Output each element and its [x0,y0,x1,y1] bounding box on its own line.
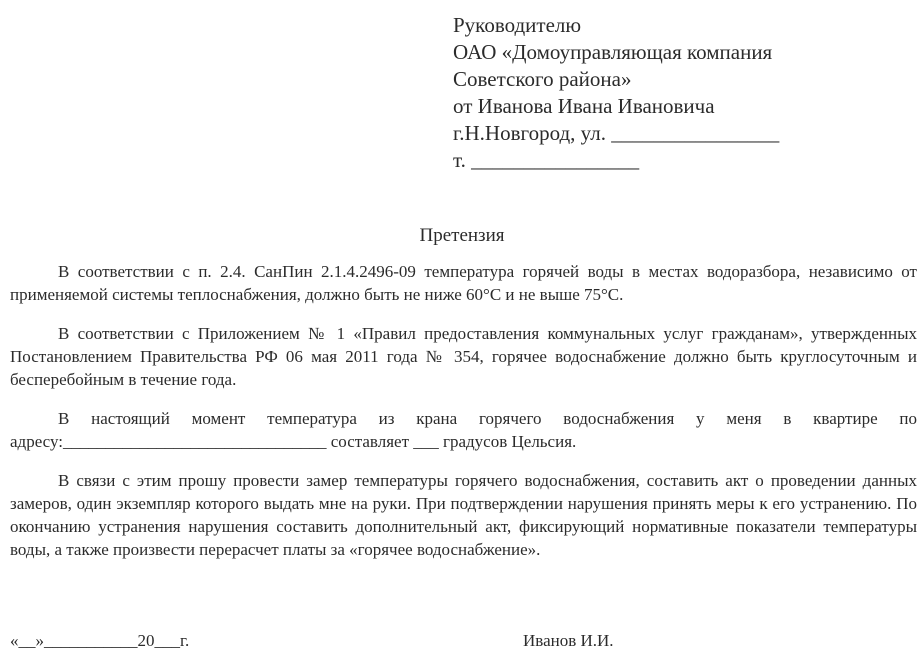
sender-phone: т. ________________ [453,148,640,172]
paragraph-current-temperature: В настоящий момент температура из крана горячего водоснабжения у меня в квартире по адресу:_______________________________ составляет ___ градусов Цельсия. [10,409,917,451]
document-title: Претензия [419,225,505,246]
document-body [10,260,917,577]
addressee-position: Руководителю [453,13,582,37]
addressee-block [453,12,779,174]
sender-name: от Иванова Ивана Ивановича [453,94,715,118]
signature-name: Иванов И.И. [523,631,614,650]
signature-date: «__»___________20___г. [10,631,190,650]
addressee-company: ОАО «Домоуправляющая компания [453,40,773,64]
paragraph-sanpin: В соответствии с п. 2.4. СанПин 2.1.4.2496-09 температура горячей воды в местах водоразбора, независимо от применяемой системы теплоснабжения, должно быть не ниже 60°С и не выше 75°С. [10,262,917,304]
sender-address: г.Н.Новгород, ул. ________________ [453,121,780,145]
addressee-district: Советского района» [453,67,632,91]
paragraph-request: В связи с этим прошу провести замер температуры горячего водоснабжения, составить акт о проведении данных замеров, один экземпляр которого выдать мне на руки. При подтверждении нарушения принять меры к его устранению. По окончанию устранения нарушения составить дополнительный акт, фиксирующий нормативные показатели температуры воды, а также произвести перерасчет платы за «горячее водоснабжение». [10,471,917,559]
paragraph-rules: В соответствии с Приложением № 1 «Правил предоставления коммунальных услуг гражданам», утвержденных Постановлением Правительства РФ 06 мая 2011 года № 354, горячее водоснабжение должно быть круглосуточным и бесперебойным в течение года. [10,324,917,389]
